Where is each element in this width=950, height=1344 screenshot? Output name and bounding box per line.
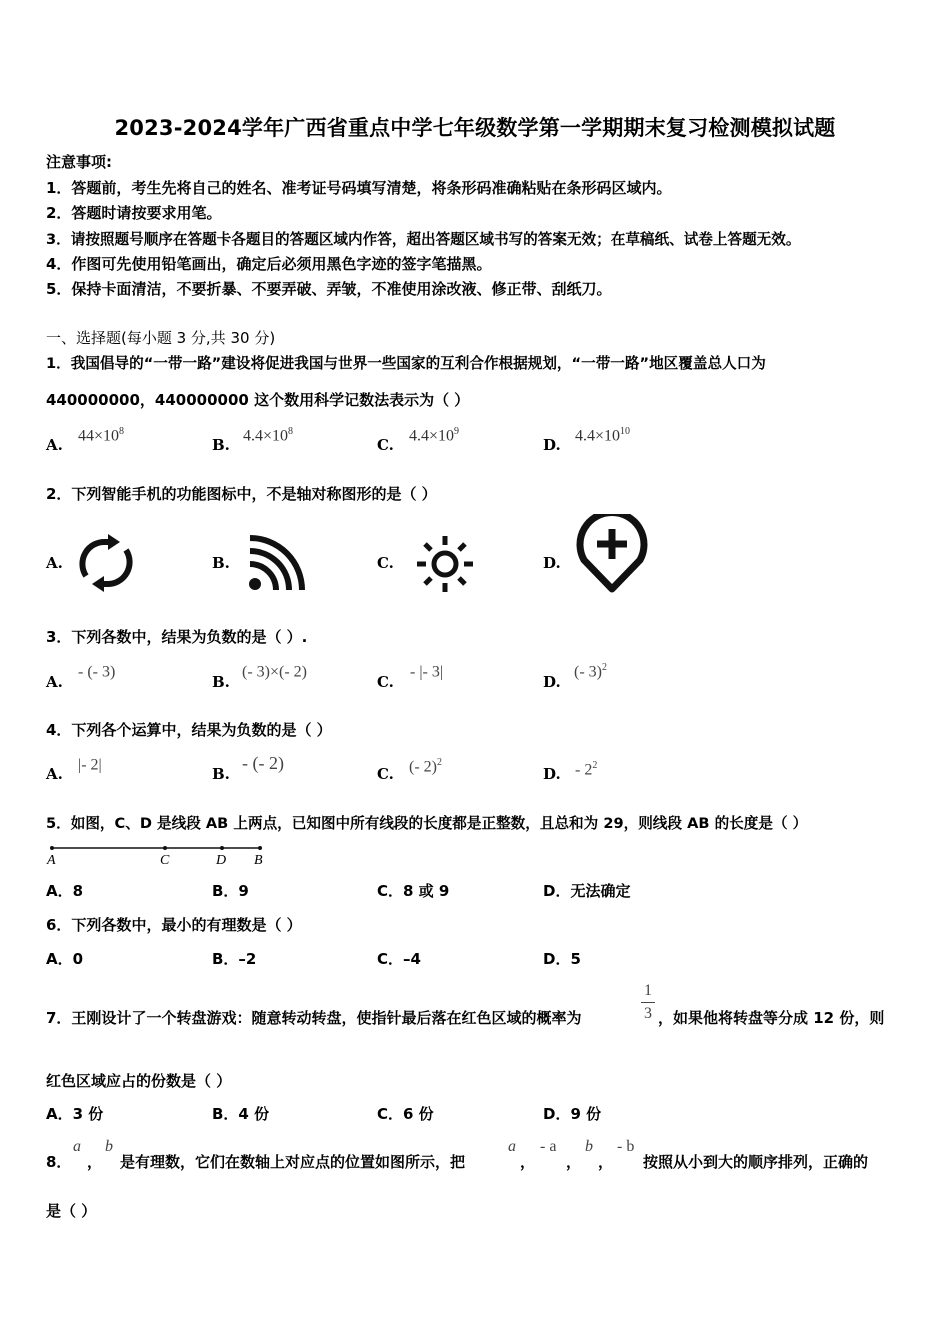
location-plus-icon <box>574 514 650 594</box>
question-8-text: 是有理数，它们在数轴上对应点的位置如图所示，把 <box>120 1153 466 1171</box>
separator: ， <box>598 1153 614 1171</box>
question-8-number: 8． <box>46 1153 72 1171</box>
question-6-text: 6．下列各数中，最小的有理数是（ ） <box>46 916 302 934</box>
notice-item: 5．保持卡面清洁，不要折暴、不要弄破、弄皱，不准使用涂改液、修正带、刮纸刀。 <box>46 280 612 298</box>
question-5-text: 5．如图，C、D 是线段 AB 上两点，已知图中所有线段的长度都是正整数，且总和为 29，则线段 AB 的长度是（ ） <box>46 815 808 832</box>
q3-option-d-label: D. <box>543 673 561 691</box>
var-b: b <box>105 1138 113 1155</box>
line-segment-figure <box>44 842 274 868</box>
q1-option-b-value: $4.4\times 10^8$ <box>243 426 294 445</box>
sun-icon <box>414 534 476 594</box>
question-1-text-line2: 440000000，440000000 这个数用科学记数法表示为（ ） <box>46 391 470 409</box>
wifi-signal-icon <box>246 534 306 594</box>
q3-option-a-label: A. <box>46 673 63 691</box>
question-8-text-line2: 是（ ） <box>46 1202 97 1220</box>
q3-option-d-value: (- 3)$^2$ <box>574 662 607 681</box>
q1-option-a-value: $44\times 10^8$ <box>78 426 125 445</box>
q4-option-b-label: B. <box>212 765 230 783</box>
q4-option-a-label: A. <box>46 765 63 783</box>
q1-option-b-label: B. <box>212 436 230 454</box>
q4-option-b-value: - (- 2) <box>242 753 284 773</box>
q6-option-b: B．–2 <box>212 950 257 968</box>
q5-option-b: B．9 <box>212 882 249 900</box>
separator: ， <box>566 1153 582 1171</box>
q5-option-d: D．无法确定 <box>543 882 631 900</box>
q1-option-d-label: D. <box>543 436 561 454</box>
point-a-label: A <box>47 853 56 868</box>
var-a: a <box>508 1138 516 1155</box>
notice-item: 1．答题前，考生先将自己的姓名、准考证号码填写清楚，将条形码准确粘贴在条形码区域内。 <box>46 179 672 197</box>
q6-option-a: A．0 <box>46 950 84 968</box>
q6-option-c: C．–4 <box>377 950 421 968</box>
q6-option-d: D．5 <box>543 950 581 968</box>
q1-option-c-label: C. <box>377 436 394 454</box>
q3-option-a-value: - (- 3) <box>78 663 116 681</box>
section-heading: 一、选择题(每小题 3 分,共 30 分) <box>46 329 276 347</box>
notice-item: 2．答题时请按要求用笔。 <box>46 204 222 222</box>
q5-option-a: A．8 <box>46 882 84 900</box>
q2-option-a-label: A. <box>46 554 63 572</box>
question-4-text: 4．下列各个运算中，结果为负数的是（ ） <box>46 721 332 739</box>
q3-option-b-value: (- 3)×(- 2) <box>242 663 307 681</box>
q4-option-a-value: |- 2| <box>78 756 102 774</box>
q4-option-c-label: C. <box>377 765 394 783</box>
fraction-denominator: 3 <box>644 1005 652 1022</box>
fraction-numerator: 1 <box>644 982 652 999</box>
question-3-text: 3．下列各数中，结果为负数的是（ ）. <box>46 628 308 646</box>
q5-option-c: C．8 或 9 <box>377 882 450 900</box>
q4-option-d-value: - $2^2$ <box>575 760 598 779</box>
q2-option-b-label: B. <box>212 554 230 572</box>
q7-option-c: C．6 份 <box>377 1105 434 1123</box>
separator: ， <box>520 1153 536 1171</box>
q1-option-c-value: $4.4\times 10^9$ <box>409 426 460 445</box>
q3-option-c-label: C. <box>377 673 394 691</box>
q7-option-d: D．9 份 <box>543 1105 602 1123</box>
question-1-text: 1．我国倡导的“一带一路”建设将促进我国与世界一些国家的互利合作根据规划，“一带一路”地区覆盖总人口为 <box>46 355 766 372</box>
separator: ， <box>87 1153 103 1171</box>
point-d-label: D <box>216 853 227 868</box>
var-neg-b: - b <box>617 1138 635 1155</box>
q4-option-c-value: (- 2)$^2$ <box>409 757 442 776</box>
question-7-text-line2: 红色区域应占的份数是（ ） <box>46 1072 232 1090</box>
question-2-text: 2．下列智能手机的功能图标中，不是轴对称图形的是（ ） <box>46 485 437 503</box>
q7-option-b: B．4 份 <box>212 1105 270 1123</box>
page-title: 2023-2024学年广西省重点中学七年级数学第一学期期末复习检测模拟试题 <box>114 116 836 140</box>
q1-option-a-label: A. <box>46 436 63 454</box>
point-b-label: B <box>254 853 263 868</box>
q3-option-b-label: B. <box>212 673 230 691</box>
notice-item: 4．作图可先使用铅笔画出，确定后必须用黑色字迹的签字笔描黑。 <box>46 255 492 273</box>
var-a: a <box>73 1138 81 1155</box>
fraction-bar <box>641 1002 655 1003</box>
var-neg-a: - a <box>540 1138 557 1155</box>
q2-option-d-label: D. <box>543 554 561 572</box>
point-c-label: C <box>160 853 170 868</box>
fraction <box>641 982 655 1023</box>
notice-item: 3．请按照题号顺序在答题卡各题目的答题区域内作答，超出答题区域书写的答案无效；在草稿纸、试卷上答题无效。 <box>46 231 801 248</box>
q2-option-c-label: C. <box>377 554 394 572</box>
question-7-text: 7．王刚设计了一个转盘游戏：随意转动转盘，使指针最后落在红色区域的概率为 <box>46 1009 582 1027</box>
refresh-icon <box>76 534 136 592</box>
notice-heading: 注意事项: <box>46 153 112 171</box>
q7-option-a: A．3 份 <box>46 1105 104 1123</box>
q4-option-d-label: D. <box>543 765 561 783</box>
q1-option-d-value: $4.4\times 10^{10}$ <box>575 426 631 445</box>
question-8-text-tail: 按照从小到大的顺序排列，正确的 <box>643 1153 869 1171</box>
q3-option-c-value: - |- 3| <box>410 663 444 681</box>
question-7-text-after: ，如果他将转盘等分成 12 份，则 <box>658 1009 885 1027</box>
var-b: b <box>585 1138 593 1155</box>
